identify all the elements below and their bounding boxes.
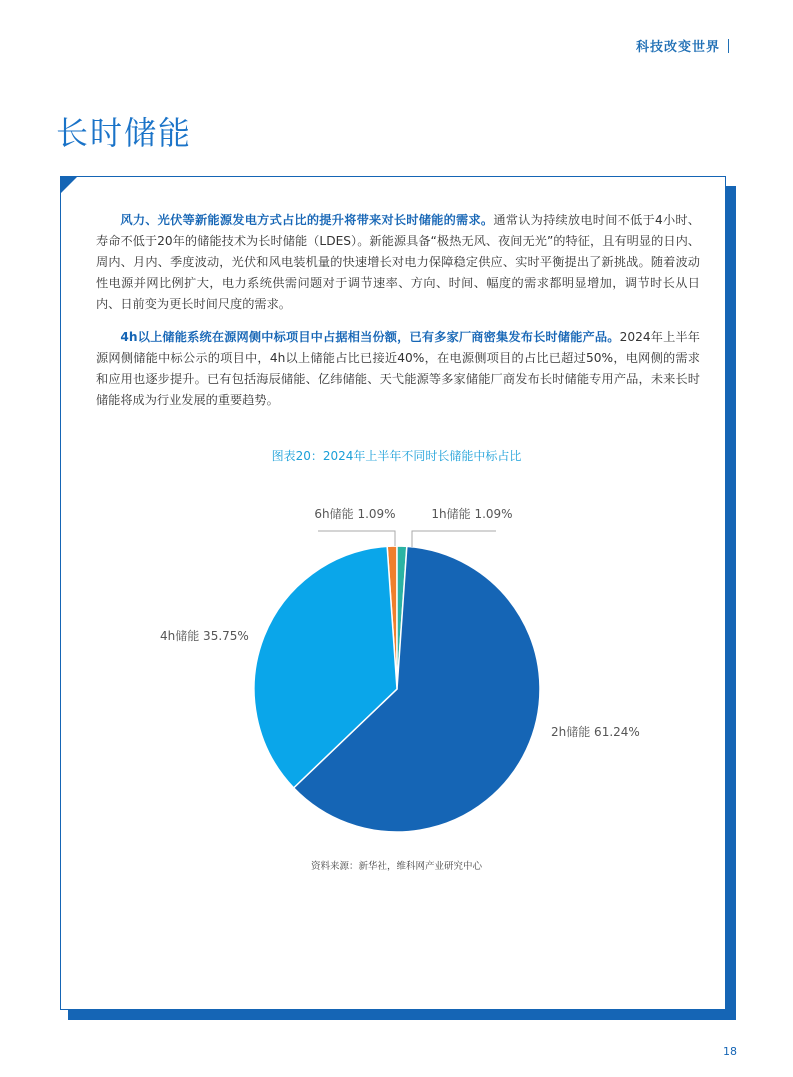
pie-label-6h-: 6h储能 1.09% — [314, 507, 396, 521]
paragraph-2-lead: 4h以上储能系统在源网侧中标项目中占据相当份额，已有多家厂商密集发布长时储能产品。 — [120, 330, 620, 344]
paragraph-2-body: 2024年上半年源网侧储能中标公示的项目中，4h以上储能占比已接近40%，在电源侧项目的占比已超过50%，电网侧的需求和应用也逐步提升。已有包括海辰储能、亿纬储能、天弋能源等多家储能厂商发布长时储能专用产品，未来长时储能将成为行业发展的重要趋势。 — [96, 330, 700, 407]
chart-source: 资料来源：新华社，维科网产业研究中心 — [310, 861, 482, 872]
leader-line-1h- — [412, 531, 496, 547]
leader-line-6h- — [318, 531, 395, 546]
paragraph-1-lead: 风力、光伏等新能源发电方式占比的提升将带来对长时储能的需求。 — [120, 213, 494, 227]
page-title: 长时储能 — [56, 114, 193, 152]
pie-label-2h-: 2h储能 61.24% — [551, 725, 640, 739]
pie-label-1h-: 1h储能 1.09% — [431, 507, 513, 521]
header-tag: 科技改变世界 — [636, 36, 729, 55]
chart-title: 图表20：2024年上半年不同时长储能中标占比 — [271, 449, 522, 463]
page-number: 18 — [723, 1045, 737, 1058]
pie-label-4h-: 4h储能 35.75% — [160, 629, 249, 643]
paragraph-1-body: 通常认为持续放电时间不低于4小时、寿命不低于20年的储能技术为长时储能（LDES）。新能源具备“极热无风、夜间无光”的特征，且有明显的日内、周内、月内、季度波动，光伏和风电装机量的快速增长对电力保障稳定供应、实时平衡提出了新挑战。随着波动性电源并网比例扩大，电力系统供需问题对于调节速率、方向、时间、幅度的需求都明显增加，调节时长从日内、日前变为更长时间尺度的需求。 — [96, 213, 700, 311]
